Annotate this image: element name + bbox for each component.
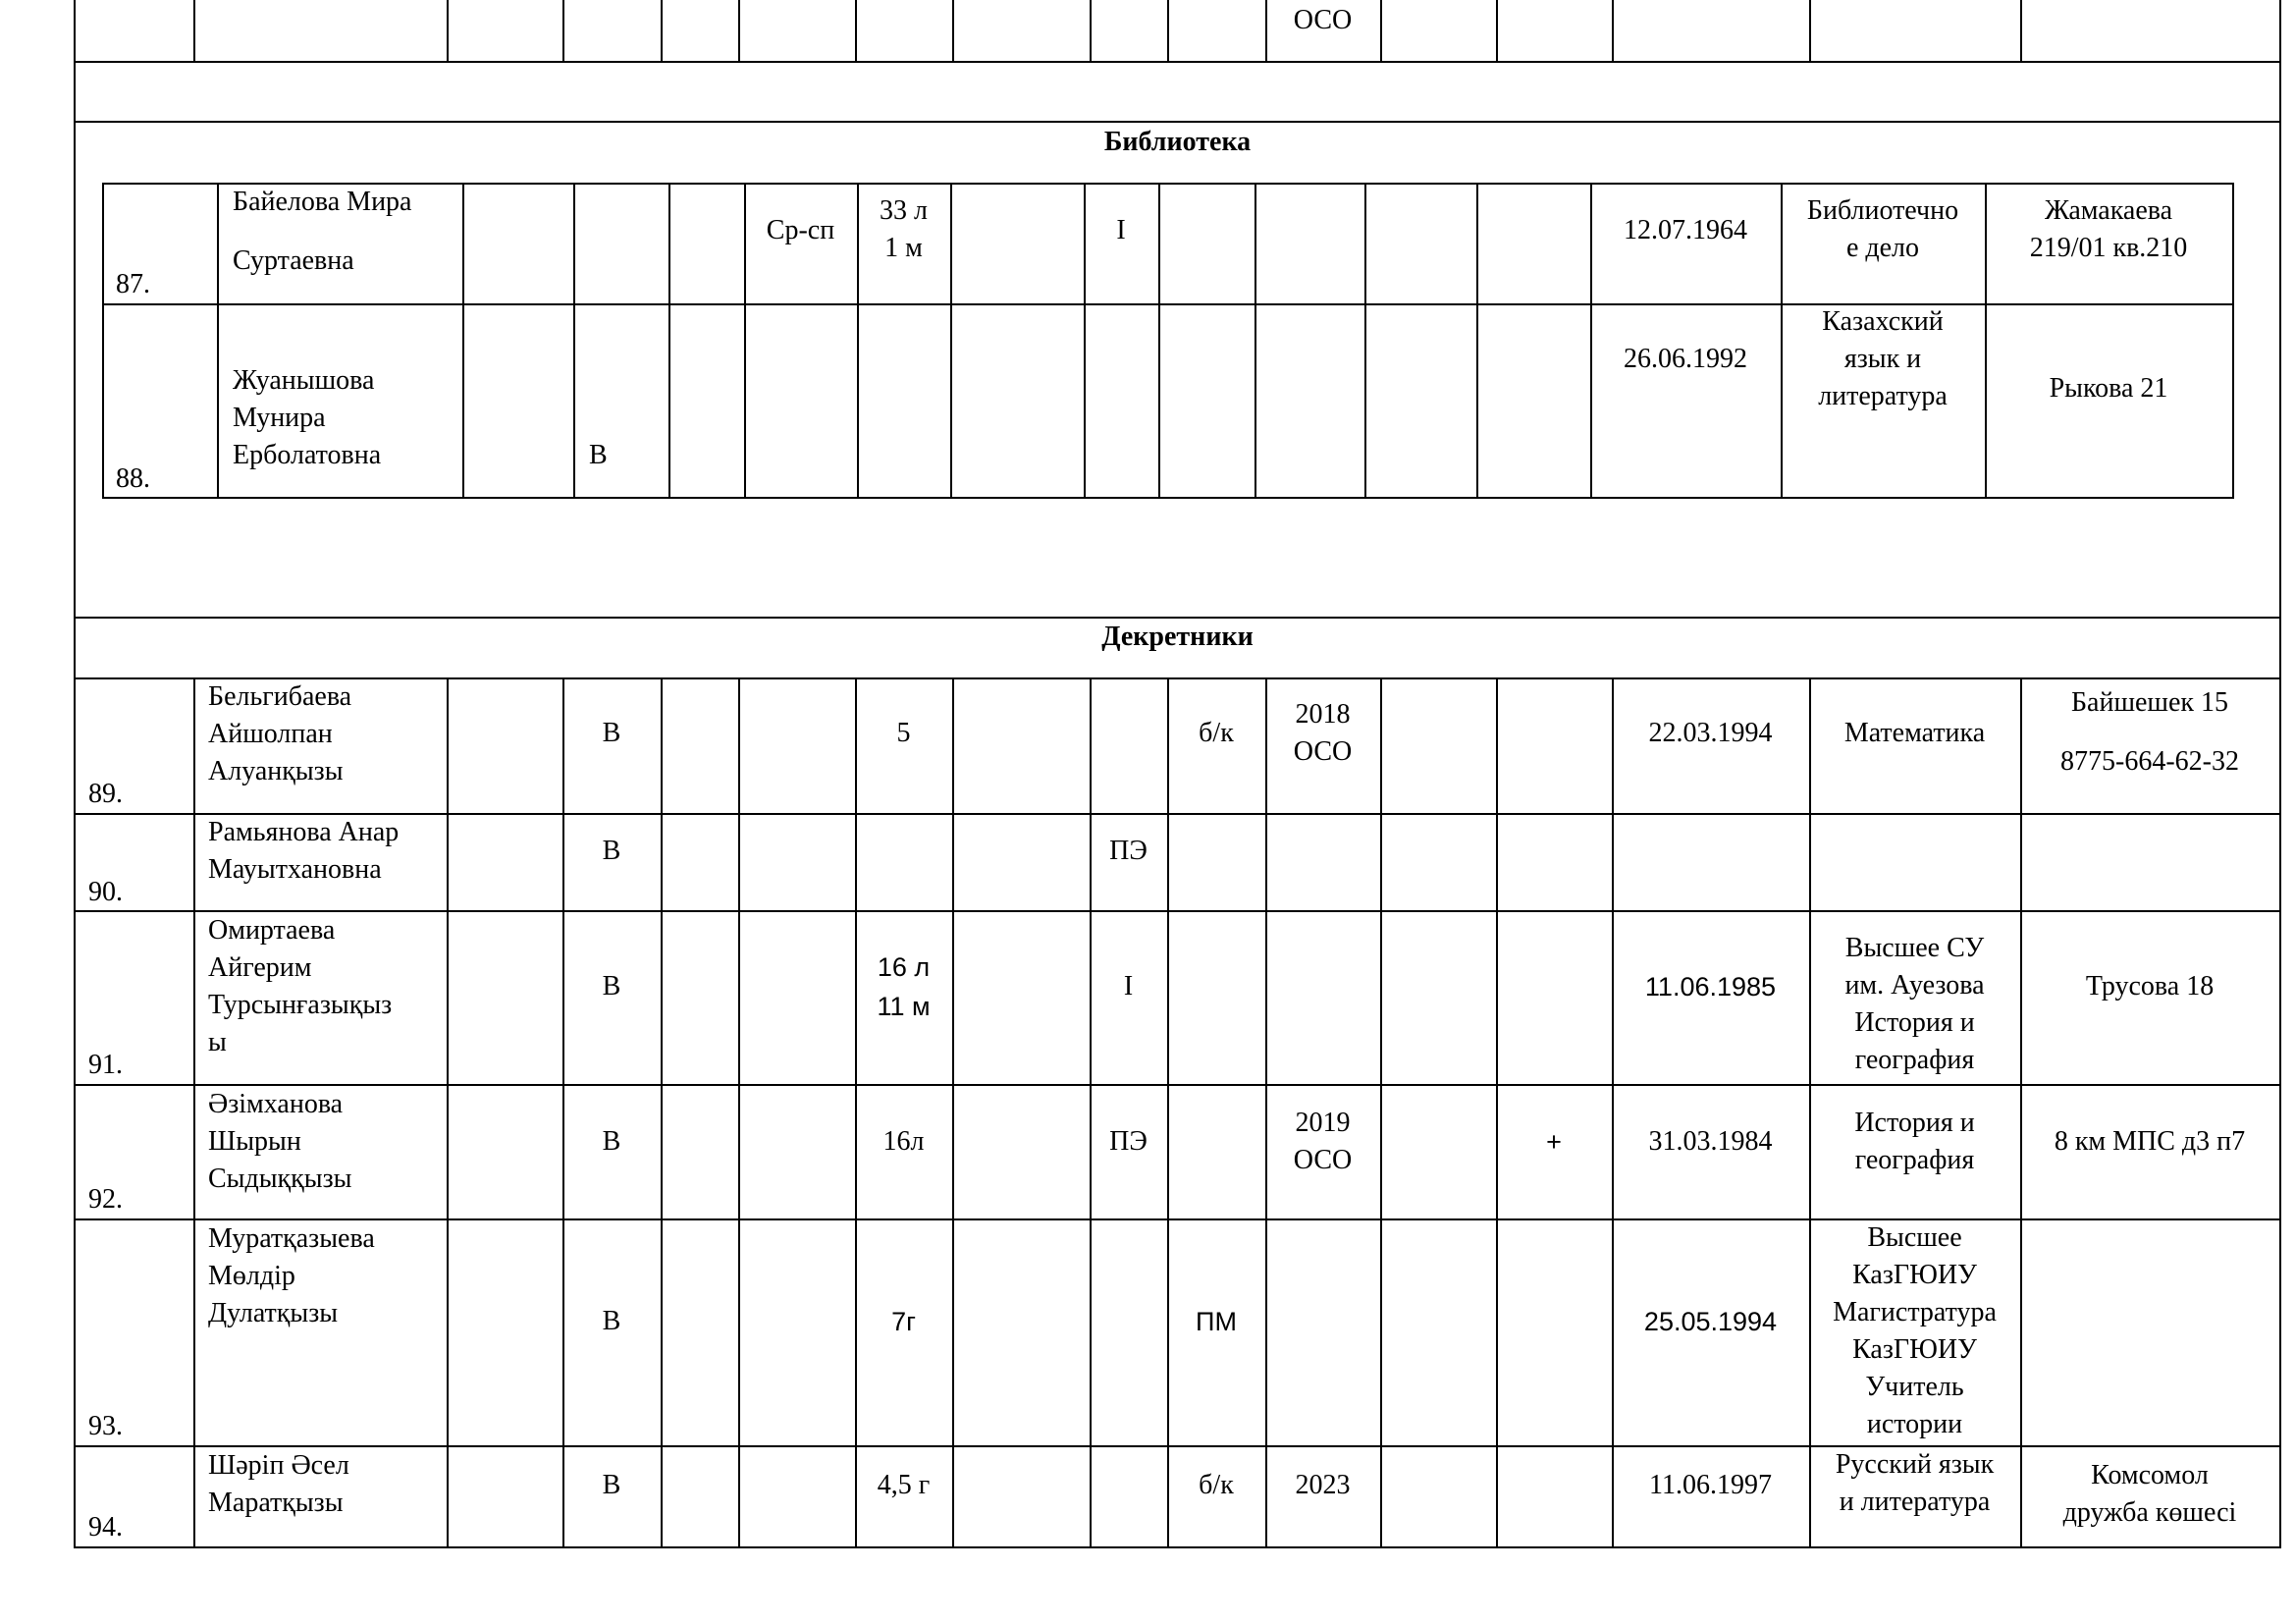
specialty-cell: Библиотечно [1806, 195, 1959, 226]
employee-name: Сыдыққызы [208, 1164, 352, 1194]
attestation-year-cell: ОСО [1293, 736, 1353, 767]
employee-name: Рамьянова Анар [208, 817, 400, 847]
address-cell: 8 км МПС д3 п7 [2054, 1126, 2246, 1157]
address-cell: Трусова 18 [2085, 971, 2215, 1001]
specialty-cell: литература [1818, 381, 1948, 411]
specialty-cell: Высшее [1867, 1222, 1962, 1253]
address-cell: дружба көшесі [2062, 1497, 2237, 1528]
employee-name: Жуанышова [233, 365, 375, 396]
specialty-cell: Высшее СУ [1844, 933, 1985, 963]
birth-date-cell: 26.06.1992 [1624, 344, 1747, 374]
specialty-cell: Русский язык [1835, 1449, 1995, 1480]
employee-name: Ерболатовна [233, 440, 382, 470]
category-cell: ПМ [1196, 1307, 1237, 1336]
specialty-cell: география [1854, 1045, 1975, 1075]
row-number: 90. [88, 877, 123, 907]
attestation-year-cell: 2018 [1295, 699, 1351, 730]
employee-name: Алуанқызы [208, 756, 344, 786]
experience-cell: 5 [896, 718, 911, 748]
education-cell: В [602, 718, 621, 748]
row-number: 94. [88, 1512, 123, 1543]
education-cell: В [602, 1306, 621, 1336]
section-title-maternity: Декретники [1101, 622, 1254, 652]
phone-cell: 8775-664-62-32 [2060, 746, 2239, 777]
employee-name: Шәріп Әсел [208, 1450, 349, 1481]
top-row-cell: ОСО [1293, 5, 1353, 35]
education-cell: В [602, 971, 621, 1001]
specialty-cell: им. Ауезова [1844, 970, 1985, 1001]
specialty-cell: КазГЮИУ [1852, 1334, 1977, 1365]
specialty-cell: и литература [1839, 1487, 1991, 1517]
specialty-cell: язык и [1843, 344, 1922, 374]
row-number: 91. [88, 1050, 123, 1080]
category-cell: I [1116, 215, 1126, 245]
employee-name: Омиртаева [208, 915, 336, 946]
employee-name: Суртаевна [233, 245, 354, 276]
category-cell: б/к [1199, 718, 1234, 748]
education-cell: В [602, 1470, 621, 1500]
specialty-cell: История и [1854, 1007, 1975, 1038]
birth-date-cell: 12.07.1964 [1624, 215, 1747, 245]
row-number: 88. [116, 463, 150, 494]
employee-name: Бельгибаева [208, 681, 352, 712]
qualification-cell: ПЭ [1109, 1126, 1148, 1157]
employee-name: Әзімханова [208, 1089, 344, 1119]
experience-cell: 11 м [877, 992, 931, 1021]
attestation-year-cell: 2019 [1295, 1108, 1351, 1138]
specialty-cell: Математика [1843, 718, 1986, 748]
education-cell: В [589, 440, 608, 470]
section-title-library: Библиотека [1103, 127, 1252, 157]
experience-cell: 33 л [880, 195, 928, 226]
address-cell: Комсомол [2091, 1460, 2209, 1490]
specialty-cell: е дело [1845, 233, 1920, 263]
employee-name: Айгерим [208, 952, 312, 983]
education-cell: В [602, 1126, 621, 1157]
experience-cell: 4,5 г [877, 1470, 931, 1500]
specialty-cell: истории [1866, 1409, 1963, 1439]
address-cell: Жамакаева [2044, 195, 2173, 226]
experience-cell: 16 л [877, 952, 931, 982]
address-cell: Рыкова 21 [2049, 373, 2168, 404]
birth-date-cell: 25.05.1994 [1643, 1307, 1778, 1336]
employee-name: Маратқызы [208, 1488, 344, 1518]
address-cell: 219/01 кв.210 [2029, 233, 2188, 263]
employee-name: Мауытхановна [208, 854, 382, 885]
specialty-cell: география [1854, 1145, 1975, 1175]
employee-name: Муратқазыева [208, 1223, 375, 1254]
attestation-year-cell: 2023 [1295, 1470, 1351, 1500]
row-number: 93. [88, 1411, 123, 1441]
employee-name: Мунира [233, 403, 326, 433]
employee-name: Айшолпан [208, 719, 333, 749]
row-number: 92. [88, 1184, 123, 1215]
category-cell: б/к [1199, 1470, 1234, 1500]
employee-name: Мөлдір [208, 1261, 295, 1291]
birth-date-cell: 31.03.1984 [1648, 1126, 1773, 1157]
employee-name: Шырын [208, 1126, 301, 1157]
specialty-cell: История и [1854, 1108, 1975, 1138]
address-cell: Байшешек 15 [2070, 687, 2229, 718]
specialty-cell: КазГЮИУ [1852, 1260, 1977, 1290]
qualification-cell: ПЭ [1109, 836, 1148, 866]
employee-name: Дулатқызы [208, 1298, 339, 1328]
employee-name: Турсынғазықыз [208, 990, 393, 1020]
education-cell: В [602, 836, 621, 866]
specialty-cell: Казахский [1822, 306, 1944, 337]
row-number: 87. [116, 269, 150, 299]
attestation-year-cell: ОСО [1293, 1145, 1353, 1175]
birth-date-cell: 11.06.1985 [1644, 972, 1777, 1001]
qualification-cell: I [1123, 971, 1134, 1001]
birth-date-cell: 22.03.1994 [1648, 718, 1773, 748]
experience-cell: 16л [882, 1126, 925, 1157]
birth-date-cell: 11.06.1997 [1649, 1470, 1772, 1500]
specialty-cell: Магистратура [1833, 1297, 1997, 1327]
plus-mark: + [1546, 1127, 1562, 1157]
specialty-cell: Учитель [1865, 1372, 1964, 1402]
employee-name: ы [208, 1027, 227, 1057]
employee-name: Байелова Мира [233, 187, 412, 217]
experience-cell: 1 м [884, 233, 923, 263]
experience-cell: 7г [891, 1307, 916, 1336]
education-cell: Ср-сп [766, 215, 835, 245]
row-number: 89. [88, 779, 123, 809]
